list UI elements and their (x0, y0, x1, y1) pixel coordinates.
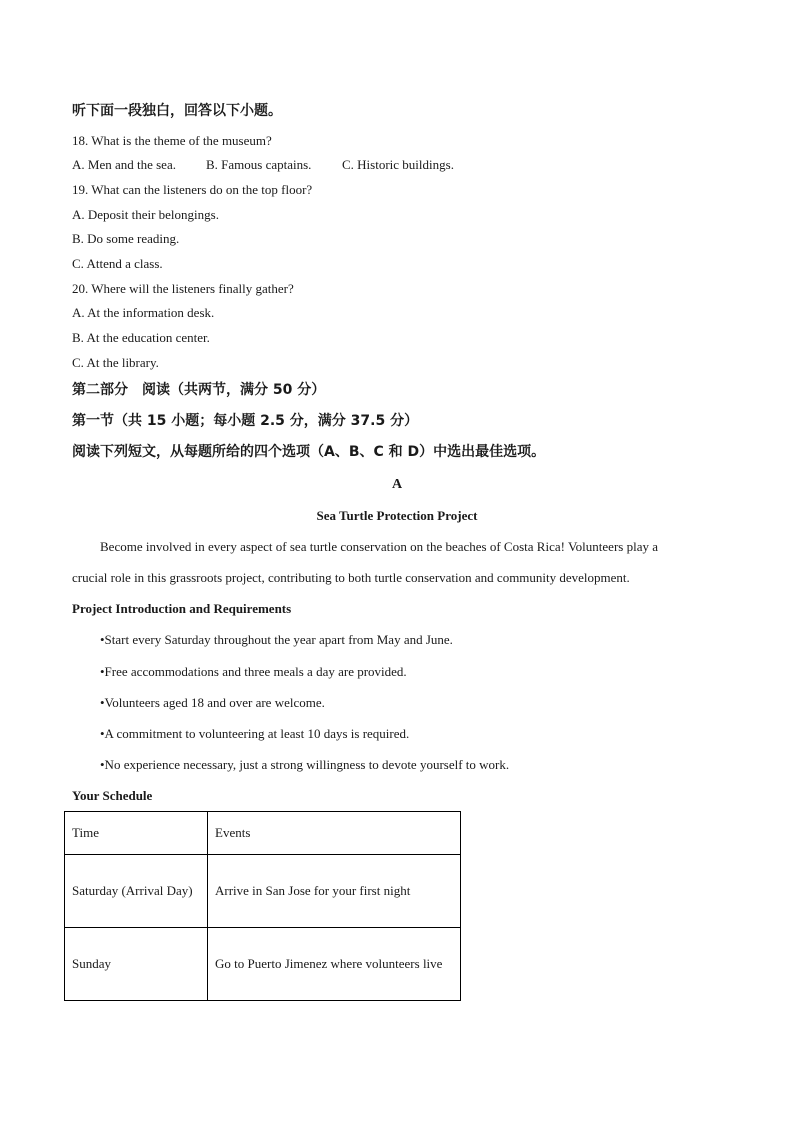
question-19-stem: 19. What can the listeners do on the top floor? (72, 182, 313, 197)
requirement-item: •Volunteers aged 18 and over are welcome. (100, 695, 325, 710)
table-header-time: Time (65, 812, 208, 855)
question-20-option-a: A. At the information desk. (72, 305, 215, 320)
question-19-option-b: B. Do some reading. (72, 231, 180, 246)
question-20-stem: 20. Where will the listeners finally gather? (72, 281, 294, 296)
passage-label: A (391, 477, 403, 492)
reading-instruction: 阅读下列短文，从每题所给的四个选项（A、B、C 和 D）中选出最佳选项。 (72, 444, 546, 460)
schedule-heading: Your Schedule (72, 788, 153, 803)
table-header-row (65, 812, 461, 855)
requirement-item: •No experience necessary, just a strong willingness to devote yourself to work. (100, 757, 510, 772)
passage-intro-line-2: crucial role in this grassroots project, contributing to both turtle conservation and community development. (72, 570, 630, 585)
question-18-option-c: C. Historic buildings. (342, 157, 454, 172)
table-row (65, 928, 461, 1001)
question-18-option-b: B. Famous captains. (206, 157, 312, 172)
passage-title: Sea Turtle Protection Project (316, 508, 478, 523)
question-20-option-c: C. At the library. (72, 355, 159, 370)
table-cell-event: Go to Puerto Jimenez where volunteers live (208, 928, 461, 1001)
requirement-item: •Free accommodations and three meals a day are provided. (100, 664, 407, 679)
question-18-options (72, 157, 454, 173)
table-cell-event: Arrive in San Jose for your first night (208, 855, 461, 928)
requirement-item: •A commitment to volunteering at least 10 days is required. (100, 726, 410, 741)
reading-part-title: 第二部分 阅读（共两节，满分 50 分） (72, 382, 326, 398)
question-18-option-a: A. Men and the sea. (72, 157, 176, 172)
reading-section-title: 第一节（共 15 小题；每小题 2.5 分，满分 37.5 分） (72, 413, 419, 429)
schedule-table (64, 811, 461, 1001)
passage-intro-line-1: Become involved in every aspect of sea turtle conservation on the beaches of Costa Rica! Volunteers play a (100, 539, 658, 554)
question-20-option-b: B. At the education center. (72, 330, 210, 345)
table-cell-time: Saturday (Arrival Day) (65, 855, 208, 928)
table-row (65, 855, 461, 928)
question-19-option-c: C. Attend a class. (72, 256, 163, 271)
table-header-events: Events (208, 812, 461, 855)
question-19-option-a: A. Deposit their belongings. (72, 207, 219, 222)
listening-instruction: 听下面一段独白，回答以下小题。 (72, 103, 282, 119)
requirement-item: •Start every Saturday throughout the year apart from May and June. (100, 632, 453, 647)
table-cell-time: Sunday (65, 928, 208, 1001)
question-18-stem: 18. What is the theme of the museum? (72, 133, 272, 148)
requirements-heading: Project Introduction and Requirements (72, 601, 292, 616)
